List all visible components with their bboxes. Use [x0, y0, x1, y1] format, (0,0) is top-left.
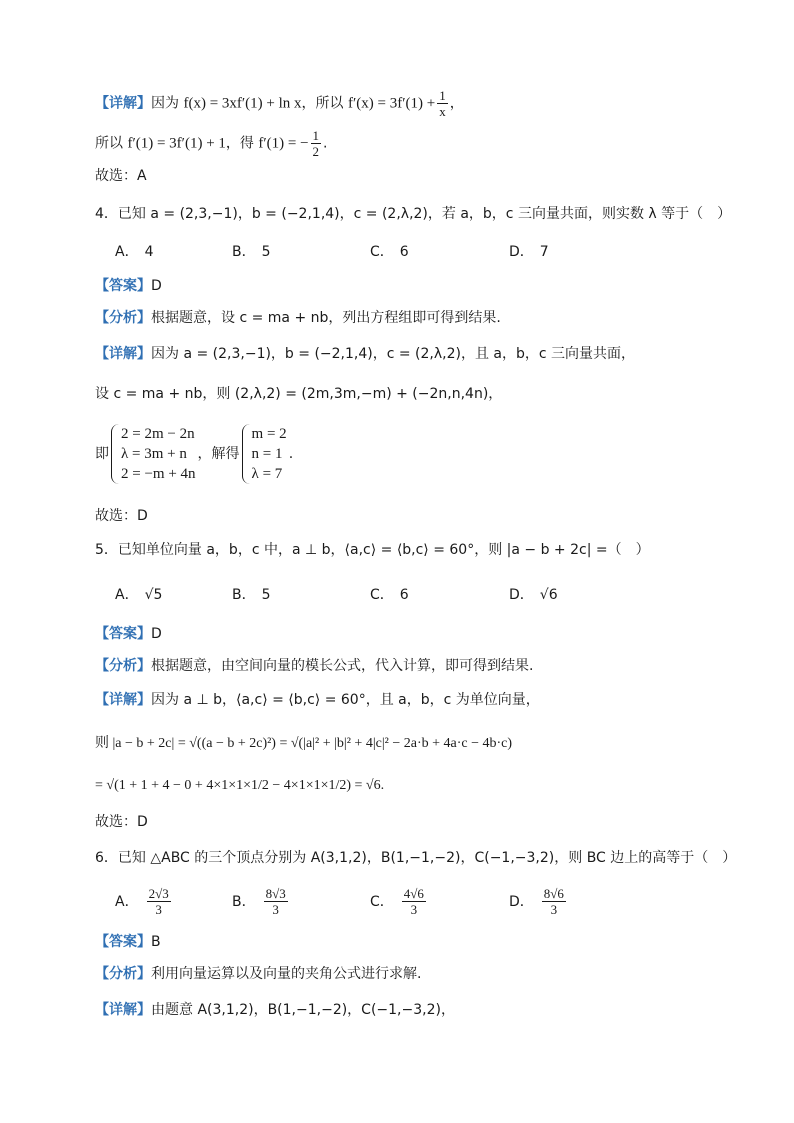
pick-label: 故选： — [95, 168, 137, 184]
q4-answer — [95, 276, 162, 296]
pick-label: 故选： — [95, 814, 137, 830]
text: ， — [449, 95, 464, 112]
pick-value: D — [137, 508, 148, 524]
q5-stem: 5．已知单位向量 a，b，c 中，a ⊥ b，⟨a,c⟩ = ⟨b,c⟩ = 60°，则 |a − b + 2c| =（ ） — [95, 542, 650, 558]
analysis-tag: 【分析】 — [95, 310, 151, 326]
detail-text: 由题意 A(3,1,2)，B(1,−1,−2)，C(−1,−3,2)， — [151, 1002, 455, 1018]
q5-analysis — [95, 656, 533, 676]
analysis-tag: 【分析】 — [95, 966, 151, 982]
pick-value: A — [137, 168, 147, 184]
q6-answer — [95, 932, 161, 952]
text: 因为 — [151, 95, 179, 112]
q6-option-a: A． $\frac{2√3}{3}$ — [115, 886, 169, 917]
pick-label: 故选： — [95, 508, 137, 524]
q5-option-a: A． √5 — [115, 587, 163, 603]
formula: f′(1) = − — [258, 135, 309, 152]
formula: f′(1) = 3f′(1) + 1 — [127, 135, 226, 152]
text: ，所以 — [301, 95, 344, 112]
pick-value: D — [137, 814, 148, 830]
q6-stem: 6．已知 △ABC 的三个顶点分别为 A(3,1,2)，B(1,−1,−2)，C(−1,−3,2)，则 BC 边上的高等于（ ） — [95, 850, 737, 866]
answer-tag: 【答案】 — [95, 626, 151, 642]
detail-tag: 【详解】 — [95, 95, 151, 112]
answer-value: B — [151, 934, 161, 950]
answer-value: D — [151, 626, 162, 642]
answer-tag: 【答案】 — [95, 934, 151, 950]
q6-analysis — [95, 964, 421, 984]
q4-system — [95, 424, 293, 484]
fraction: $\frac{1}{2}$ — [312, 128, 320, 159]
q4-option-a: A． 4 — [115, 244, 154, 260]
q5-answer — [95, 624, 162, 644]
text: . — [288, 446, 294, 462]
q6-option-b: B． $\frac{8√3}{3}$ — [232, 886, 286, 917]
q6-option-d: D． $\frac{8√6}{3}$ — [509, 886, 564, 917]
formula: f′(x) = 3f′(1) + — [348, 95, 436, 112]
analysis-text: 利用向量运算以及向量的夹角公式进行求解. — [151, 966, 422, 982]
fraction: $\frac{8√3}{3}$ — [265, 886, 286, 917]
fraction: $\frac{1}{x}$ — [439, 88, 446, 119]
q6-detail-1 — [95, 1000, 455, 1020]
q4-detail-1 — [95, 344, 635, 364]
q4-option-c: C． 6 — [370, 244, 409, 260]
q5-detail-3: = √(1 + 1 + 4 − 0 + 4×1×1×1/2 − 4×1×1×1/2) = √6. — [95, 778, 385, 793]
q5-option-d: D． √6 — [509, 587, 558, 603]
q5-option-c: C． 6 — [370, 587, 409, 603]
text: 即 — [95, 446, 109, 462]
fraction: $\frac{4√6}{3}$ — [403, 886, 424, 917]
q4-detail-2: 设 c = ma + nb，则 (2,λ,2) = (2m,3m,−m) + (−2n,n,4n)， — [95, 386, 503, 402]
q4-stem: 4．已知 a = (2,3,−1)，b = (−2,1,4)，c = (2,λ,2)，若 a，b，c 三向量共面，则实数 λ 等于（ ） — [95, 206, 732, 222]
text: . — [323, 135, 328, 152]
formula: f(x) = 3xf′(1) + ln x — [183, 95, 302, 112]
detail-text: 因为 a = (2,3,−1)，b = (−2,1,4)，c = (2,λ,2)，且 a，b，c 三向量共面， — [151, 346, 636, 362]
q5-detail-1 — [95, 690, 540, 710]
q4-option-b: B． 5 — [232, 244, 271, 260]
detail-line-2 — [95, 128, 328, 159]
q5-option-b: B． 5 — [232, 587, 271, 603]
text: ，解得 — [197, 446, 240, 462]
detail-tag: 【详解】 — [95, 1002, 151, 1018]
equation-system: 2 = 2m − 2n λ = 3m + n 2 = −m + 4n — [111, 424, 196, 484]
detail-text: 因为 a ⊥ b，⟨a,c⟩ = ⟨b,c⟩ = 60°，且 a，b，c 为单位向量， — [151, 692, 540, 708]
fraction: $\frac{8√6}{3}$ — [543, 886, 564, 917]
q4-option-d: D． 7 — [509, 244, 549, 260]
q6-option-c: C． $\frac{4√6}{3}$ — [370, 886, 424, 917]
analysis-tag: 【分析】 — [95, 658, 151, 674]
detail-tag: 【详解】 — [95, 346, 151, 362]
answer-value: D — [151, 278, 162, 294]
answer-tag: 【答案】 — [95, 278, 151, 294]
pick-line-1 — [95, 166, 147, 186]
solution-system: m = 2 n = 1 λ = 7 — [242, 424, 287, 484]
analysis-text: 根据题意，由空间向量的模长公式，代入计算，即可得到结果. — [151, 658, 534, 674]
q4-analysis — [95, 308, 501, 328]
analysis-text: 根据题意，设 c = ma + nb，列出方程组即可得到结果. — [151, 310, 501, 326]
pick-line-q4 — [95, 506, 148, 526]
detail-line-1 — [95, 88, 464, 119]
fraction: $\frac{2√3}{3}$ — [148, 886, 169, 917]
detail-tag: 【详解】 — [95, 692, 151, 708]
text: 所以 — [95, 135, 123, 152]
pick-line-q5 — [95, 812, 148, 832]
text: ，得 — [225, 135, 254, 152]
q5-detail-2: 则 |a − b + 2c| = √((a − b + 2c)²) = √(|a|² + |b|² + 4|c|² − 2a·b + 4a·c − 4b·c) — [95, 736, 513, 751]
